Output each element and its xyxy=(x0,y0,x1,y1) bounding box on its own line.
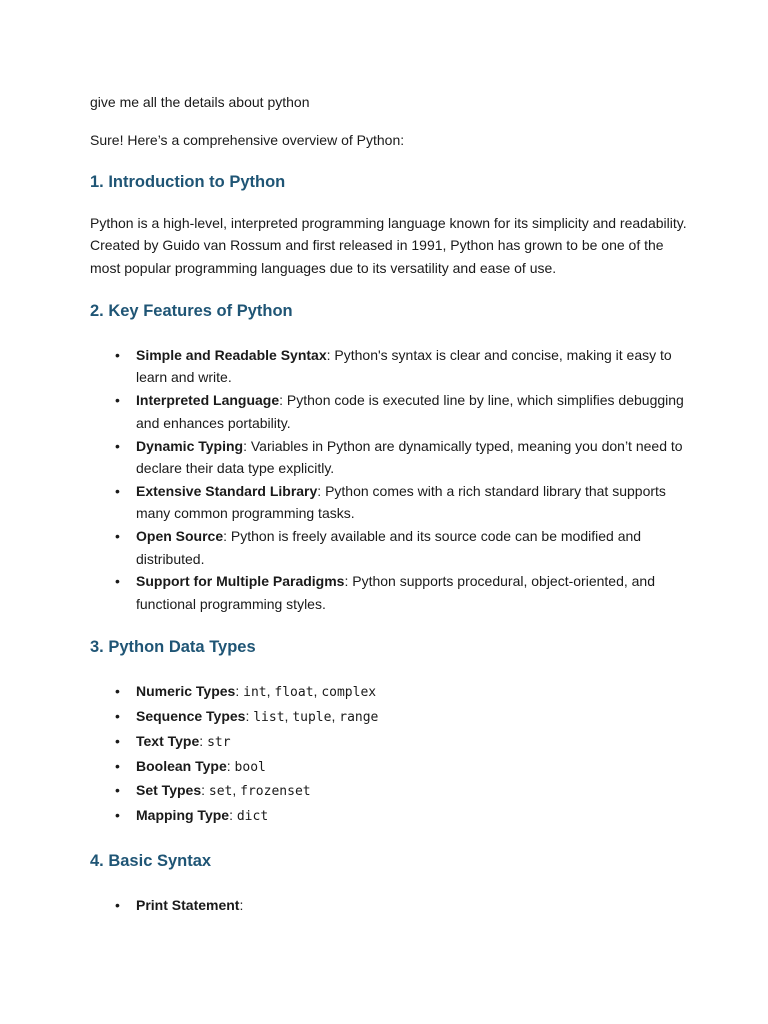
type-code: set xyxy=(208,784,233,800)
list-item: • Set Types: set, frozenset xyxy=(136,779,690,803)
response-intro: Sure! Here’s a comprehensive overview of Python: xyxy=(90,132,405,148)
section-heading-key-features: 2. Key Features of Python xyxy=(90,301,293,320)
feature-description: : Python is freely available and its source code can be modified and distributed. xyxy=(136,528,642,567)
bullet-icon: • xyxy=(115,437,120,454)
feature-description: : Python code is executed line by line, which simplifies debugging and enhances portability. xyxy=(136,392,684,431)
section-heading-data-types: 3. Python Data Types xyxy=(90,638,256,657)
feature-term: Extensive Standard Library xyxy=(136,482,318,499)
feature-description: : Python comes with a rich standard library that supports many common programming tasks. xyxy=(136,482,666,522)
bullet-icon: • xyxy=(115,757,120,774)
list-item xyxy=(115,525,690,570)
bullet-icon: • xyxy=(115,392,120,409)
type-term: Numeric Types xyxy=(136,683,236,700)
feature-term: Dynamic Typing xyxy=(136,437,244,454)
bullet-icon: • xyxy=(115,807,120,824)
list-item xyxy=(115,389,690,434)
bullet-icon: • xyxy=(115,782,120,799)
section-heading-introduction: 1. Introduction to Python xyxy=(90,173,286,191)
list-item xyxy=(115,894,690,916)
bullet-icon: • xyxy=(115,708,120,725)
type-term: Sequence Types xyxy=(136,708,246,725)
bullet-icon: • xyxy=(115,896,120,913)
syntax-term: Print Statement xyxy=(136,896,240,913)
list-item xyxy=(115,570,690,615)
type-code: list xyxy=(253,710,285,726)
list-item: • Numeric Types: int, float, complex xyxy=(136,680,690,704)
type-code: complex xyxy=(321,685,377,701)
type-code: int xyxy=(243,685,267,701)
bullet-icon: • xyxy=(115,528,120,545)
document-page xyxy=(90,92,690,916)
list-item xyxy=(115,480,690,525)
type-term: Boolean Type xyxy=(136,757,227,774)
type-code: frozenset xyxy=(240,784,311,800)
bullet-icon: • xyxy=(115,732,120,749)
type-term: Set Types xyxy=(136,782,202,799)
type-code: dict xyxy=(236,809,269,825)
list-item: • Sequence Types: list, tuple, range xyxy=(136,705,690,729)
feature-term: Open Source xyxy=(136,528,224,545)
user-prompt: give me all the details about python xyxy=(90,94,310,110)
type-code: float xyxy=(274,685,314,701)
feature-term: Simple and Readable Syntax xyxy=(136,346,327,363)
syntax-description: : xyxy=(239,896,244,913)
type-code: str xyxy=(207,734,231,750)
type-code: bool xyxy=(234,759,266,775)
bullet-icon: • xyxy=(115,346,120,363)
data-types-list xyxy=(90,680,690,828)
feature-term: Interpreted Language xyxy=(136,392,280,409)
bullet-icon: • xyxy=(115,573,120,590)
introduction-paragraph: Python is a high-level, interpreted programming language known for its simplicity and readability. Created by Guido van Rossum and first released in 1991, Python has grown to be one of the most popular programming languages due to its versatility and ease of use. xyxy=(90,215,687,276)
basic-syntax-list xyxy=(90,894,690,916)
feature-description: : Python's syntax is clear and concise, making it easy to learn and write. xyxy=(136,346,672,386)
bullet-icon: • xyxy=(115,482,120,499)
type-term: Text Type xyxy=(136,732,200,749)
list-item: • Mapping Type: dict xyxy=(136,804,690,828)
type-code: tuple xyxy=(292,710,332,726)
feature-description: : Variables in Python are dynamically typed, meaning you don’t need to declare their data type explicitly. xyxy=(136,437,683,476)
type-code: range xyxy=(339,710,379,726)
list-item: • Text Type: str xyxy=(136,730,690,754)
bullet-icon: • xyxy=(115,683,120,700)
feature-description: : Python supports procedural, object-oriented, and functional programming styles. xyxy=(136,573,655,612)
list-item xyxy=(115,344,690,389)
key-features-list xyxy=(90,344,690,615)
type-term: Mapping Type xyxy=(136,807,230,824)
section-heading-basic-syntax: 4. Basic Syntax xyxy=(90,851,212,870)
list-item xyxy=(115,435,690,480)
feature-term: Support for Multiple Paradigms xyxy=(136,573,345,590)
list-item: • Boolean Type: bool xyxy=(136,755,690,779)
